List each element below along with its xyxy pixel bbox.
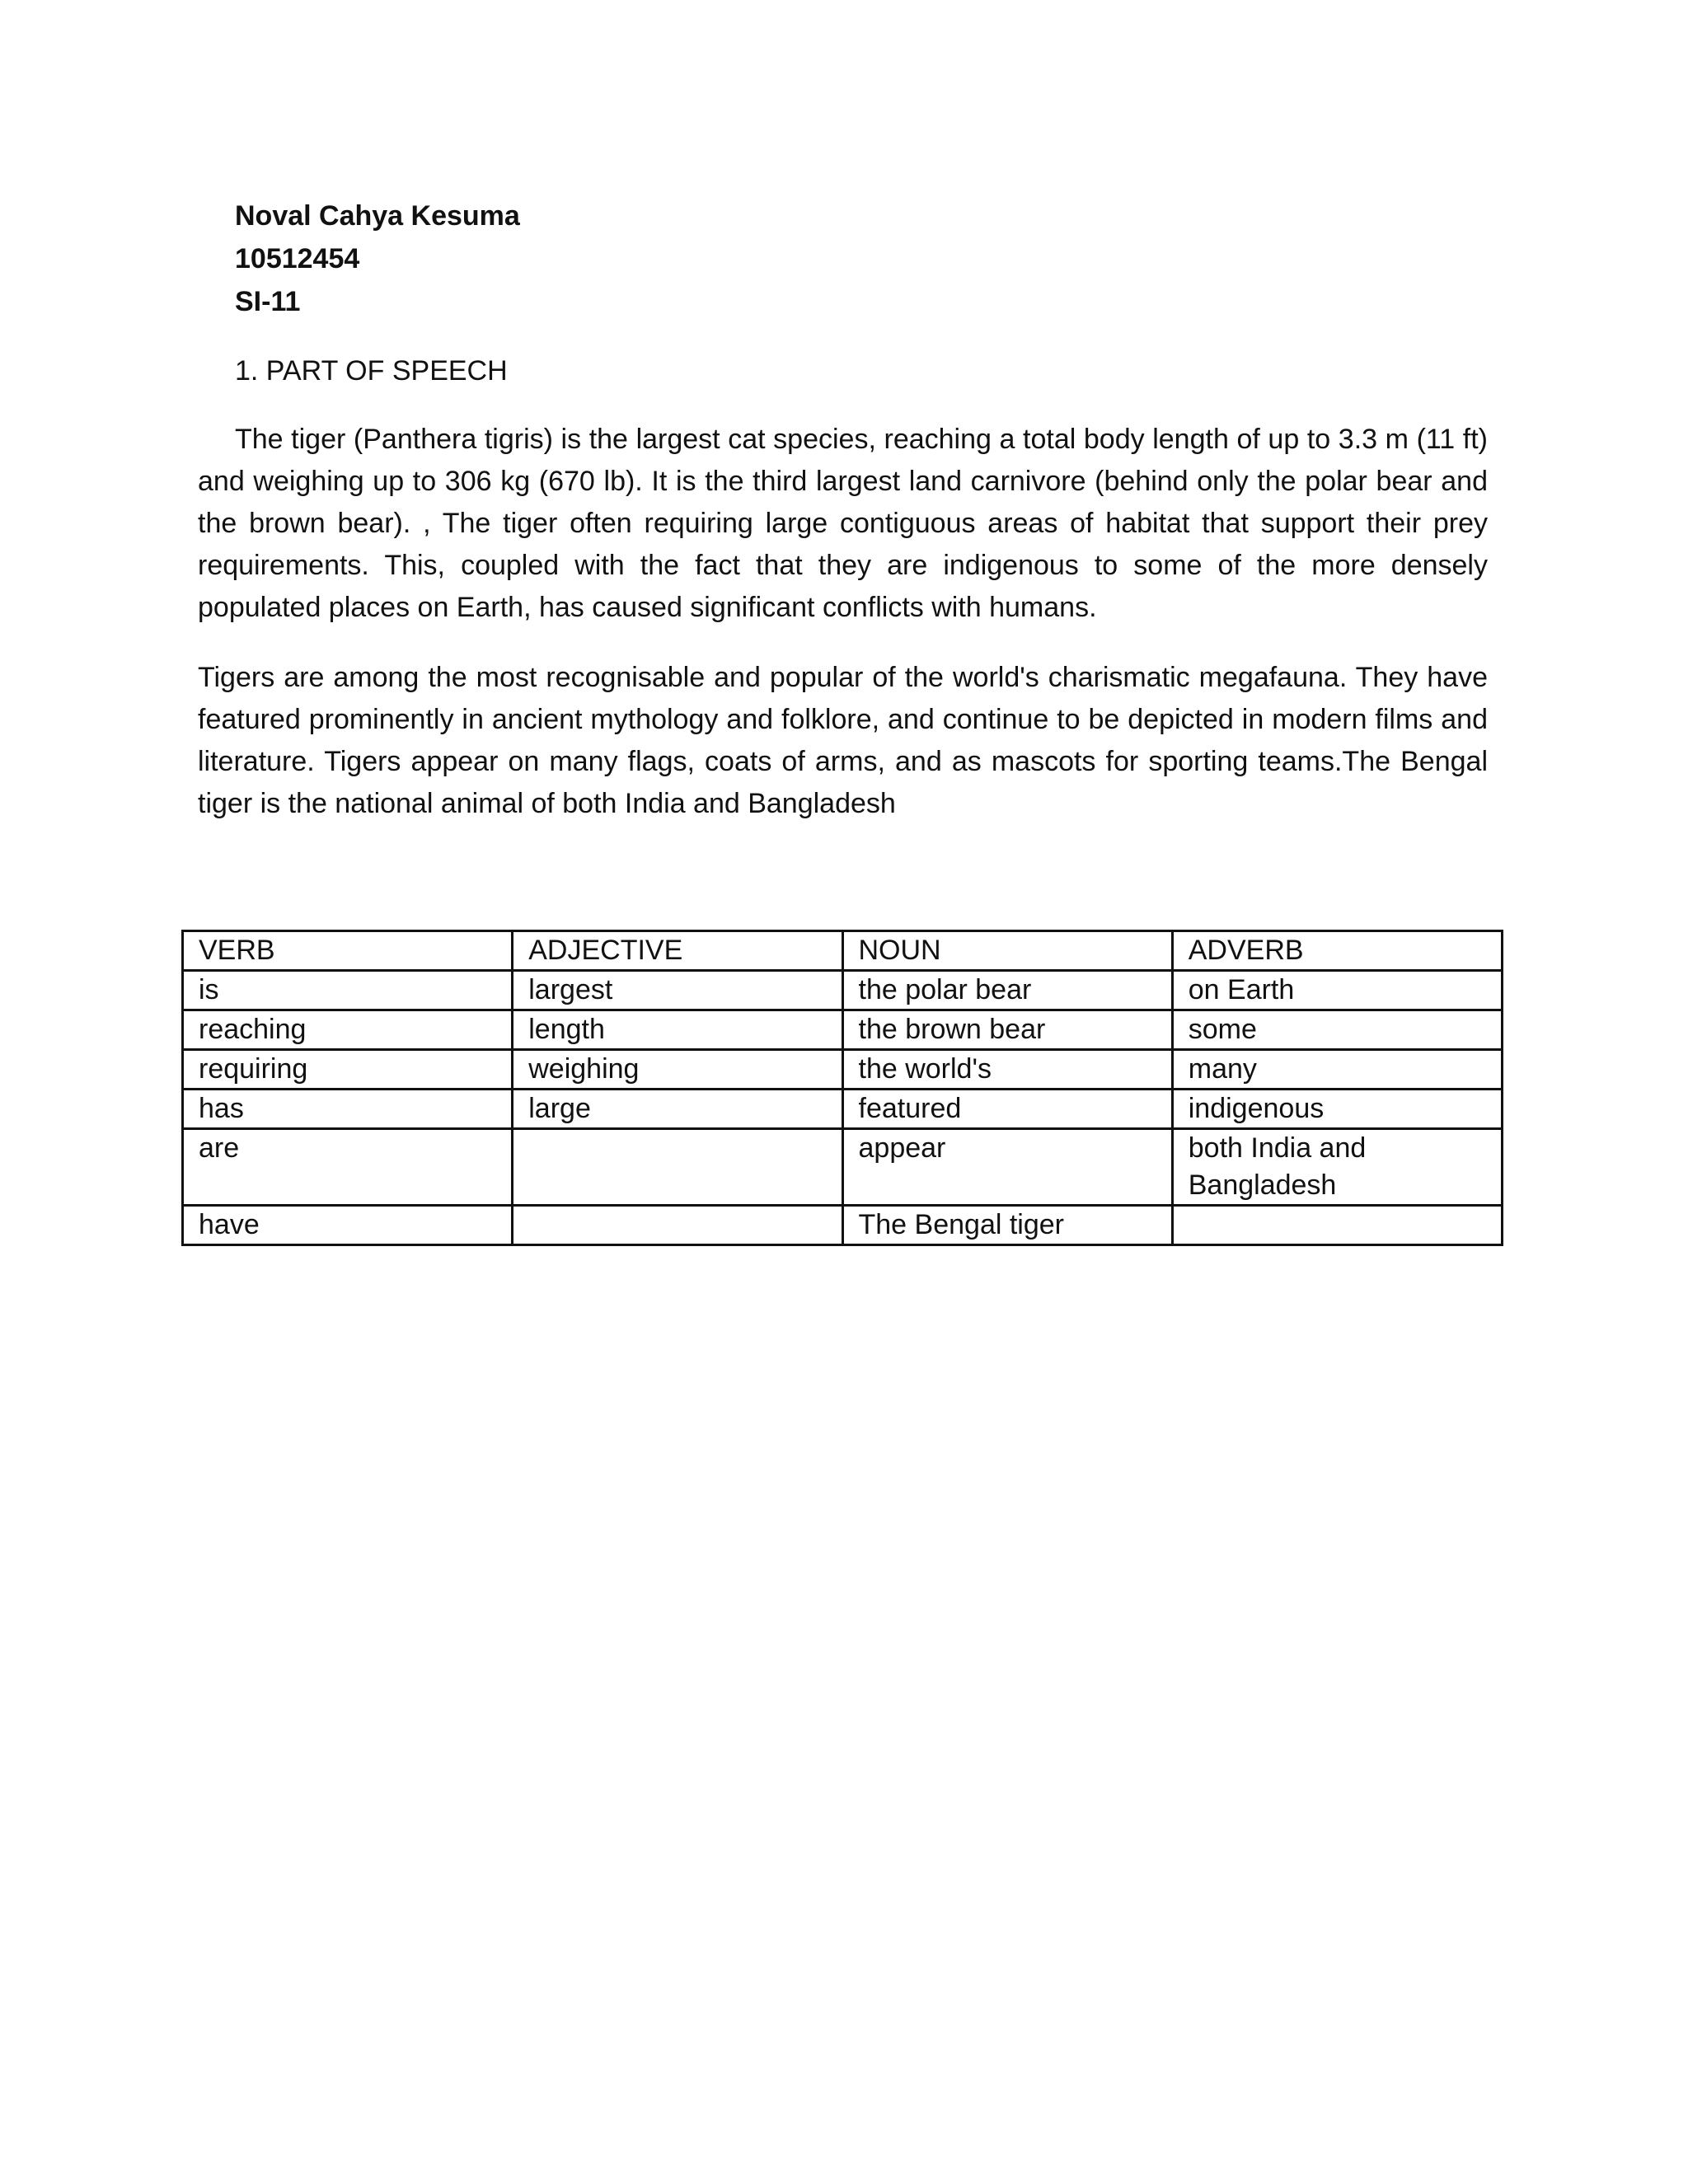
table-cell <box>513 1129 842 1206</box>
table-cell: featured <box>842 1090 1172 1129</box>
table-row <box>183 971 1503 1010</box>
table-cell: the brown bear <box>842 1010 1172 1050</box>
table-cell: indigenous <box>1172 1090 1502 1129</box>
table-cell: have <box>183 1206 513 1245</box>
header-cell-noun: NOUN <box>842 931 1172 971</box>
header-cell-verb: VERB <box>183 931 513 971</box>
table-cell: some <box>1172 1010 1502 1050</box>
table-cell: on Earth <box>1172 971 1502 1010</box>
table-cell: the polar bear <box>842 971 1172 1010</box>
paragraph-2: Tigers are among the most recognisable and popular of the world's charismatic megafauna. They have featured prominently in ancient mythology and folklore, and continue to be depicted in modern films and literature. Tigers appear on many flags, coats of arms, and as mascots for sporting teams.The Bengal tiger is the national animal of both India and Bangladesh <box>198 662 1488 819</box>
table-row <box>183 1206 1503 1245</box>
table-header-row <box>183 931 1503 971</box>
table-cell: the world's <box>842 1050 1172 1090</box>
table-cell: has <box>183 1090 513 1129</box>
table-cell: large <box>513 1090 842 1129</box>
table-cell: are <box>183 1129 513 1206</box>
table-row <box>183 1090 1503 1129</box>
table-cell: many <box>1172 1050 1502 1090</box>
class-code: SI-11 <box>235 286 301 317</box>
table-cell: appear <box>842 1129 1172 1206</box>
table-row <box>183 1010 1503 1050</box>
author-name: Noval Cahya Kesuma <box>235 200 520 232</box>
author-header <box>235 194 520 323</box>
table-cell: is <box>183 971 513 1010</box>
table-cell: length <box>513 1010 842 1050</box>
table-cell: reaching <box>183 1010 513 1050</box>
table-cell: both India and Bangladesh <box>1172 1129 1502 1206</box>
header-cell-adjective: ADJECTIVE <box>513 931 842 971</box>
table-cell: largest <box>513 971 842 1010</box>
section-title: 1. PART OF SPEECH <box>235 355 508 387</box>
table-cell <box>1172 1206 1502 1245</box>
paragraph-1: The tiger (Panthera tigris) is the largest cat species, reaching a total body length of up to 3.3 m (11 ft) and weighing up to 306 kg (670 lb). It is the third largest land carnivore (behind only the polar bear and the brown bear). , The tiger often requiring large contiguous areas of habitat that support their prey requirements. This, coupled with the fact that they are indigenous to some of the more densely populated places on Earth, has caused significant conflicts with humans. <box>198 424 1488 623</box>
header-cell-adverb: ADVERB <box>1172 931 1502 971</box>
table-cell: The Bengal tiger <box>842 1206 1172 1245</box>
part-of-speech-table <box>181 930 1503 1246</box>
table-row <box>183 1050 1503 1090</box>
table-cell: requiring <box>183 1050 513 1090</box>
student-id: 10512454 <box>235 243 360 274</box>
table-row <box>183 1129 1503 1206</box>
table-cell: weighing <box>513 1050 842 1090</box>
table-cell <box>513 1206 842 1245</box>
